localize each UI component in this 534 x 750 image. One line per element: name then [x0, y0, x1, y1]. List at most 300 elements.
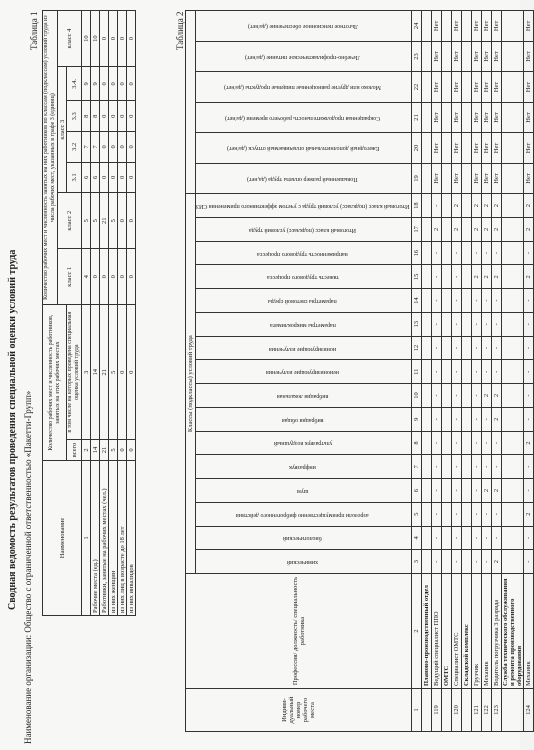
t2-cell: Нет: [472, 163, 482, 194]
t2-cell: 2: [482, 217, 492, 241]
t1-cell: 0: [127, 132, 136, 163]
t2-factor-label: Итоговый класс (подкласс) условий труда с учетом эффективного применения СИЗ: [196, 203, 410, 210]
t2-cell: -: [452, 502, 462, 526]
t2-header-prof: Профессия/ должность/ специальность работника: [186, 574, 412, 689]
t2-factor-header: [196, 241, 412, 265]
t2-data-row: [492, 11, 502, 732]
t2-factor-header: [196, 312, 412, 336]
t2-cell: Нет: [452, 163, 462, 194]
t2-cell: [422, 479, 432, 503]
t2-cell: [462, 550, 472, 574]
t2-cell: Нет: [492, 163, 502, 194]
t1-row-label: Рабочие места (ед.): [91, 461, 100, 616]
t1-cell: 14: [91, 305, 100, 440]
t2-factor-label: Итоговый класс (подкласс) условий труда: [249, 226, 357, 233]
t2-factor-header: [196, 550, 412, 574]
t1-body: [91, 11, 136, 616]
t2-factor-header: [196, 102, 412, 133]
t2-profession: Механик: [524, 574, 534, 689]
t2-cell: 2: [472, 194, 482, 218]
t1-cell: 0: [118, 193, 127, 249]
t2-factor-label: параметры микроклимата: [269, 321, 336, 328]
t2-cell: [462, 407, 472, 431]
t2-cell: -: [472, 502, 482, 526]
t2-cell: [422, 163, 432, 194]
t2-cell: -: [452, 526, 462, 550]
t1-row: [91, 11, 100, 616]
t2-cell: [502, 312, 524, 336]
t2-cell: Нет: [472, 133, 482, 164]
t2-cell: -: [432, 336, 442, 360]
t2-colnum: 1: [412, 689, 422, 732]
t2-cell: -: [472, 479, 482, 503]
t2-cell: [502, 384, 524, 408]
t2-cell: Нет: [432, 163, 442, 194]
t2-cell: 2: [492, 407, 502, 431]
t2-cell: Нет: [524, 163, 534, 194]
t2-cell: [502, 11, 524, 42]
t2-cell: -: [472, 360, 482, 384]
t2-workplace-id: 119: [432, 689, 442, 732]
t2-cell: [462, 526, 472, 550]
t1-cell: 0: [109, 249, 118, 305]
t2-factor-header: [196, 133, 412, 164]
t2-colnum: 21: [412, 102, 422, 133]
t1-row: [118, 11, 127, 616]
t2-cell: Нет: [482, 102, 492, 133]
t2-cell: [502, 289, 524, 313]
t2-factor-label: аэрозоли преимущественно фиброгенного действия: [236, 511, 369, 518]
table2-label: Таблица 2: [175, 11, 185, 50]
t1-colnum: 7: [82, 132, 91, 163]
t2-cell: -: [452, 550, 462, 574]
t1-cell: 0: [100, 162, 109, 193]
t1-row-label: из них инвалидов: [127, 461, 136, 616]
t1-colnum: 8: [82, 101, 91, 132]
t2-cell: [442, 217, 452, 241]
t1-cell: 7: [91, 132, 100, 163]
t1-row: [109, 11, 118, 616]
t2-factor-label: тяжесть трудового процесса: [266, 274, 339, 281]
t2-cell: -: [432, 194, 442, 218]
t2-factor-label: Ежегодный дополнительный оплачиваемый отпуск (да/нет): [226, 145, 379, 152]
t2-colnum: 11: [412, 360, 422, 384]
t2-cell: Нет: [524, 11, 534, 42]
t2-colnum: 8: [412, 431, 422, 455]
t2-profession: Специалист ОМТС: [452, 574, 462, 689]
t1-header-qty: Количество рабочих мест и численность работников, занятых на этих рабочих местах: [43, 305, 67, 461]
t2-cell: [462, 133, 472, 164]
table1-label: Таблица 1: [29, 11, 39, 50]
t2-header-ind: Индиви-дуальный номер рабочего места: [186, 689, 412, 732]
t2-factor-header: [196, 336, 412, 360]
t2-cell: [422, 312, 432, 336]
t2-cell: [422, 502, 432, 526]
t2-cell: Нет: [452, 11, 462, 42]
t2-cell: [422, 689, 432, 732]
t2-cell: -: [472, 431, 482, 455]
t2-cell: 2: [524, 431, 534, 455]
t2-cell: [422, 550, 432, 574]
t2-cell: 2: [482, 194, 492, 218]
t1-colnum: 3: [82, 305, 91, 440]
t1-header-33: 3.3: [67, 101, 82, 132]
t2-colnum: 9: [412, 407, 422, 431]
t2-cell: [462, 163, 472, 194]
t2-cell: [422, 360, 432, 384]
t2-cell: [422, 217, 432, 241]
t2-section-row: [462, 11, 472, 732]
t2-cell: [442, 72, 452, 103]
t2-cell: [442, 102, 452, 133]
t2-colnum: 24: [412, 11, 422, 42]
t2-cell: -: [432, 431, 442, 455]
t2-factor-label: напряженность трудового процесса: [257, 250, 349, 257]
t2-cell: Нет: [472, 41, 482, 72]
t2-factor-header: [196, 407, 412, 431]
t2-cell: 2: [482, 265, 492, 289]
t2-cell: -: [472, 289, 482, 313]
t2-factor-label: ультразвук воздушный: [273, 440, 332, 447]
t2-factor-header: [196, 41, 412, 72]
t2-cell: Нет: [524, 102, 534, 133]
t1-cell: 0: [100, 11, 109, 67]
t2-header-classes: Классы (подклассы) условий труда: [186, 194, 196, 574]
t1-cell: 0: [127, 249, 136, 305]
t2-cell: [442, 431, 452, 455]
t2-cell: -: [492, 360, 502, 384]
t1-header-34: 3.4.: [67, 67, 82, 101]
t2-colnum-row: [412, 11, 422, 732]
t2-cell: [502, 72, 524, 103]
t2-cell: Нет: [452, 133, 462, 164]
t2-cell: [422, 336, 432, 360]
t2-workplace-id: 123: [492, 689, 502, 732]
t2-cell: [422, 431, 432, 455]
t2-factor-header: [196, 526, 412, 550]
t2-cell: [422, 11, 432, 42]
t2-cell: [422, 289, 432, 313]
t1-cell: 6: [91, 162, 100, 193]
t2-cell: [462, 41, 472, 72]
t2-cell: Нет: [482, 163, 492, 194]
t1-colnum: 1: [82, 461, 91, 616]
t2-cell: [462, 336, 472, 360]
t2-cell: -: [524, 312, 534, 336]
t2-factor-label: Повышенный размер оплаты труда (да,нет): [247, 176, 358, 182]
t2-cell: -: [524, 550, 534, 574]
t2-workplace-id: 124: [524, 689, 534, 732]
t2-cell: Нет: [432, 102, 442, 133]
t1-header-total: всего: [67, 440, 82, 461]
t2-profession: Водитель погрузчика 3 разряда: [492, 574, 502, 689]
t2-cell: -: [472, 312, 482, 336]
t2-section-row: [442, 11, 452, 732]
t2-cell: 2: [492, 550, 502, 574]
t2-cell: [422, 265, 432, 289]
t2-cell: [502, 502, 524, 526]
t2-cell: 2: [482, 479, 492, 503]
t2-data-row: [432, 11, 442, 732]
t2-colnum: 23: [412, 41, 422, 72]
summary-table: [42, 10, 136, 616]
t2-cell: -: [492, 312, 502, 336]
t2-cell: -: [452, 289, 462, 313]
t2-cell: [502, 336, 524, 360]
t1-cell: 21: [100, 305, 109, 440]
t2-cell: 2: [432, 217, 442, 241]
t2-cell: -: [482, 550, 492, 574]
t1-colnum: 2: [82, 440, 91, 461]
t2-cell: Нет: [452, 102, 462, 133]
organization-label: Наименование организации: Общество с ограниченной ответственностью «Пакетти-Групп»: [23, 390, 33, 744]
t1-cell: 21: [100, 193, 109, 249]
t2-cell: [502, 41, 524, 72]
t1-header-class2: класс 2: [58, 193, 82, 249]
t1-cell: 21: [100, 440, 109, 461]
t1-colnum: 10: [82, 11, 91, 67]
t1-cell: 5: [109, 193, 118, 249]
t2-cell: -: [472, 455, 482, 479]
t2-cell: -: [452, 265, 462, 289]
t2-cell: [442, 312, 452, 336]
t2-cell: Нет: [452, 41, 462, 72]
t2-cell: [442, 41, 452, 72]
t2-cell: -: [492, 336, 502, 360]
t2-cell: -: [452, 407, 462, 431]
t2-colnum: 10: [412, 384, 422, 408]
t2-colnum: 7: [412, 455, 422, 479]
t2-section-row: [422, 11, 432, 732]
t2-factor-header: [196, 289, 412, 313]
t2-cell: -: [452, 336, 462, 360]
t2-cell: [462, 217, 472, 241]
t2-cell: [502, 689, 524, 732]
t2-cell: -: [432, 289, 442, 313]
t2-colnum: 6: [412, 479, 422, 503]
t1-cell: 5: [91, 193, 100, 249]
t1-cell: 5: [109, 440, 118, 461]
t2-factor-header: [196, 360, 412, 384]
t2-cell: Нет: [524, 72, 534, 103]
t2-cell: -: [432, 526, 442, 550]
t2-cell: [462, 72, 472, 103]
t2-colnum: 2: [412, 574, 422, 689]
t2-cell: [462, 360, 472, 384]
t2-cell: -: [524, 455, 534, 479]
t2-cell: -: [492, 431, 502, 455]
t2-cell: [422, 194, 432, 218]
t1-cell: 0: [118, 11, 127, 67]
t2-cell: Нет: [432, 41, 442, 72]
t2-cell: 2: [472, 265, 482, 289]
t2-cell: -: [452, 312, 462, 336]
t2-cell: -: [452, 431, 462, 455]
t1-cell: 0: [127, 440, 136, 461]
t1-colnum-row: [82, 11, 91, 616]
t2-colnum: 17: [412, 217, 422, 241]
t1-row-label: из них лиц в возрасте до 18 лет: [118, 461, 127, 616]
t1-colnum: 5: [82, 193, 91, 249]
t2-header-guarantees: [186, 11, 196, 194]
t2-colnum: 18: [412, 194, 422, 218]
t2-cell: 2: [482, 384, 492, 408]
t2-factor-header: [196, 194, 412, 218]
t2-factor-label: Сокращенная продолжительность рабочего времени (да/нет): [225, 115, 381, 121]
t1-cell: 0: [127, 193, 136, 249]
t2-cell: -: [492, 241, 502, 265]
t2-cell: [502, 407, 524, 431]
t2-colnum: 3: [412, 550, 422, 574]
t2-cell: [462, 194, 472, 218]
t2-cell: -: [482, 241, 492, 265]
t2-cell: [442, 360, 452, 384]
t2-cell: [422, 526, 432, 550]
t1-cell: 0: [109, 132, 118, 163]
t1-cell: 0: [100, 249, 109, 305]
t2-section-label: Служба технического обслуживания и ремонта производственного оборудования: [502, 574, 524, 689]
t1-cell: 0: [127, 162, 136, 193]
t2-data-row: [524, 11, 534, 732]
t2-factor-label: химический: [287, 559, 319, 566]
t2-cell: Нет: [492, 72, 502, 103]
t2-cell: [462, 502, 472, 526]
t1-cell: 0: [127, 305, 136, 440]
t2-cell: [462, 455, 472, 479]
t1-header-name: Наименование: [43, 461, 82, 616]
t2-cell: -: [452, 455, 462, 479]
t2-section-label: Складской комплекс: [462, 574, 472, 689]
t2-cell: -: [524, 384, 534, 408]
t2-factor-header: [196, 163, 412, 194]
t2-colnum: 16: [412, 241, 422, 265]
t2-cell: -: [472, 384, 482, 408]
t2-cell: [462, 384, 472, 408]
t2-cell: 2: [524, 265, 534, 289]
t2-cell: 2: [492, 194, 502, 218]
t2-factor-label: вибрация общая: [281, 416, 324, 423]
t2-cell: -: [524, 526, 534, 550]
t2-cell: [422, 384, 432, 408]
t2-cell: [442, 163, 452, 194]
t2-cell: [442, 526, 452, 550]
t2-cell: [442, 455, 452, 479]
t2-cell: Нет: [482, 41, 492, 72]
t1-cell: 0: [127, 101, 136, 132]
t2-cell: Нет: [432, 72, 442, 103]
t2-cell: [502, 550, 524, 574]
t2-cell: [462, 102, 472, 133]
t1-row-label: из них женщин: [109, 461, 118, 616]
t2-factor-header: [196, 265, 412, 289]
t2-cell: Нет: [472, 102, 482, 133]
t1-cell: 0: [118, 67, 127, 101]
t2-data-row: [452, 11, 462, 732]
t1-cell: 0: [109, 162, 118, 193]
t2-cell: [462, 312, 472, 336]
t2-factor-header: [196, 384, 412, 408]
t2-cell: 2: [524, 502, 534, 526]
t2-cell: [502, 194, 524, 218]
t2-cell: [422, 102, 432, 133]
t2-cell: [442, 550, 452, 574]
t2-cell: -: [482, 360, 492, 384]
t2-cell: 2: [492, 384, 502, 408]
t1-cell: 0: [118, 440, 127, 461]
t2-factor-header: [196, 11, 412, 42]
t2-cell: Нет: [472, 72, 482, 103]
t2-cell: -: [482, 526, 492, 550]
t2-cell: -: [482, 502, 492, 526]
t2-colnum: 15: [412, 265, 422, 289]
t2-cell: Нет: [492, 133, 502, 164]
t1-cell: 5: [109, 305, 118, 440]
t2-colnum: 20: [412, 133, 422, 164]
t1-cell: 0: [118, 132, 127, 163]
t2-cell: [422, 407, 432, 431]
t2-cell: Нет: [524, 133, 534, 164]
t2-cell: 2: [492, 479, 502, 503]
t1-header-class1: класс 1: [58, 249, 82, 305]
t1-cell: 0: [118, 101, 127, 132]
t1-header-class3: класс 3: [58, 67, 67, 193]
t2-cell: [502, 133, 524, 164]
t2-cell: -: [492, 289, 502, 313]
t2-cell: -: [524, 360, 534, 384]
t2-colnum: 14: [412, 289, 422, 313]
t1-cell: 0: [100, 132, 109, 163]
t2-cell: [462, 289, 472, 313]
t2-cell: -: [452, 479, 462, 503]
t2-cell: -: [452, 241, 462, 265]
t2-cell: 2: [452, 217, 462, 241]
t2-cell: [442, 289, 452, 313]
t1-cell: 0: [127, 67, 136, 101]
t2-cell: -: [482, 407, 492, 431]
t2-cell: -: [482, 336, 492, 360]
t2-factor-label: неионизирующие излучения: [266, 369, 340, 376]
t2-cell: 2: [524, 194, 534, 218]
t2-section-label: ОМТС: [442, 574, 452, 689]
t2-cell: Нет: [524, 41, 534, 72]
t1-row: [127, 11, 136, 616]
t1-cell: 0: [91, 249, 100, 305]
t1-header-class4: класс 4: [58, 11, 82, 67]
workplace-table: [185, 10, 534, 732]
t2-colnum: 13: [412, 312, 422, 336]
t2-factor-label: инфразвук: [289, 464, 317, 471]
t2-cell: -: [482, 289, 492, 313]
t2-cell: -: [482, 455, 492, 479]
t2-colnum: 22: [412, 72, 422, 103]
t2-cell: -: [482, 431, 492, 455]
t2-cell: [422, 241, 432, 265]
t2-factor-label: ионизирующие излучения: [269, 345, 337, 352]
t2-cell: [442, 265, 452, 289]
t2-cell: -: [432, 407, 442, 431]
t1-row: [100, 11, 109, 616]
t2-colnum: 12: [412, 336, 422, 360]
t2-workplace-id: 122: [482, 689, 492, 732]
t1-colnum: 6: [82, 162, 91, 193]
t2-cell: -: [524, 336, 534, 360]
t2-factor-label: Лечебно-профилактическое питание (да/нет): [245, 54, 361, 60]
t2-body: [422, 11, 534, 732]
t2-cell: Нет: [452, 72, 462, 103]
t1-cell: 0: [118, 249, 127, 305]
t2-cell: -: [524, 289, 534, 313]
t2-cell: -: [432, 550, 442, 574]
